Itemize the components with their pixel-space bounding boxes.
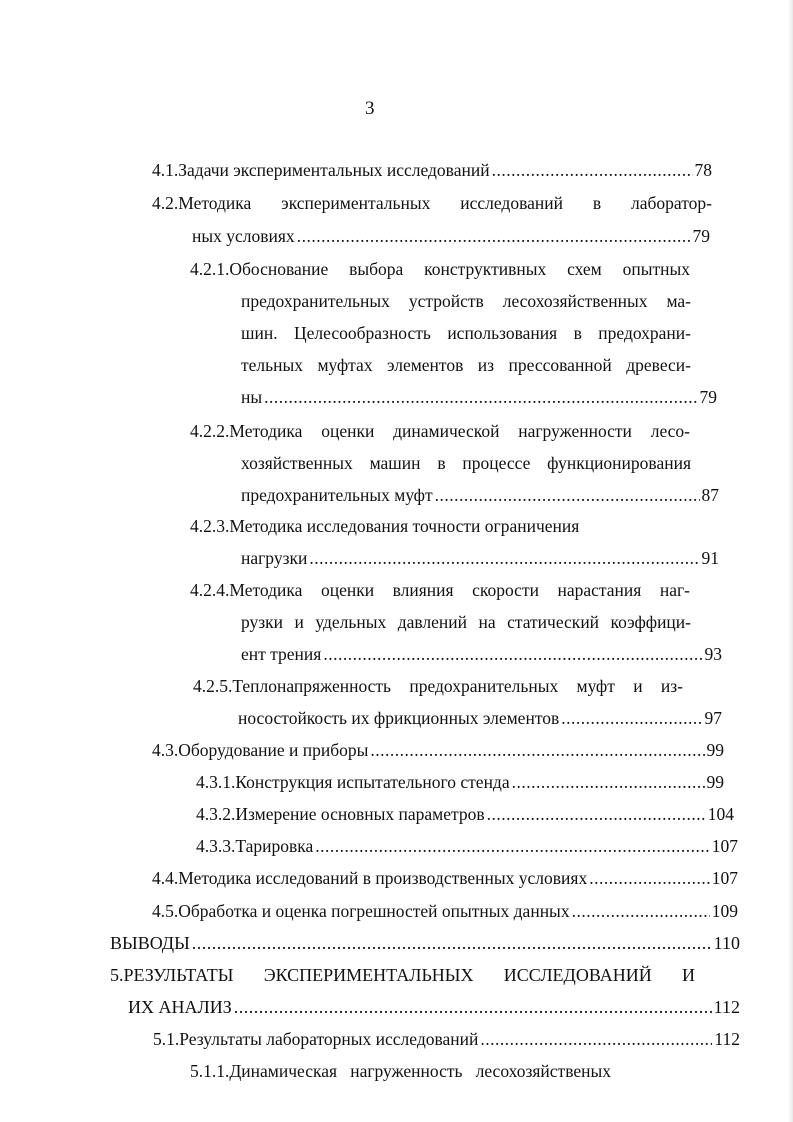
toc-entry-4-2-1-line5	[241, 384, 717, 410]
toc-entry-4-4	[152, 865, 738, 891]
dot-leader	[435, 482, 700, 508]
dot-leader	[234, 994, 712, 1020]
section-number: 4.3.3.	[196, 836, 236, 856]
section-title: Измерение основных параметров	[235, 804, 485, 824]
section-title-cont: тельных муфтах элементов из прессованной древеси-	[241, 355, 691, 375]
page-ref: 110	[713, 933, 740, 953]
dot-leader	[370, 737, 704, 763]
section-title: Обоснование выбора конструктивных схем опытных	[229, 259, 690, 279]
toc-entry-4-2-2-line3	[241, 482, 719, 508]
page-ref: 109	[711, 901, 738, 921]
dot-leader	[512, 769, 705, 795]
toc-entry-4-2-4-line1	[190, 577, 690, 603]
section-title-cont: нагрузки	[241, 548, 308, 568]
section-title: Конструкция испытательного стенда	[235, 772, 510, 792]
dot-leader	[192, 930, 712, 956]
toc-entry-4-2-3-line2	[241, 545, 719, 571]
toc-entry-4-2-line1	[152, 190, 712, 216]
section-title: Методика экспериментальных исследований в лаборатор-	[178, 193, 712, 213]
toc-entry-5-1	[153, 1026, 740, 1052]
dot-leader	[323, 641, 702, 667]
section-title-cont: предохранительных муфт	[241, 485, 433, 505]
dot-leader	[589, 865, 710, 891]
section-title: Тарировка	[235, 836, 314, 856]
toc-entry-4-2-1-line3	[241, 320, 691, 346]
section-title: Задачи экспериментальных исследований	[178, 160, 490, 180]
toc-entry-4-2-5-line2	[238, 705, 722, 731]
page-ref: 107	[711, 836, 738, 856]
page-ref: 93	[704, 644, 722, 664]
section-title: Методика исследования точности ограничения	[229, 516, 580, 536]
dot-leader	[309, 545, 699, 571]
section-number: 4.3.	[152, 740, 179, 760]
section-title: Результаты лабораторных исследований	[179, 1029, 479, 1049]
section-number: 5.1.	[153, 1029, 180, 1049]
section-title: РЕЗУЛЬТАТЫ ЭКСПЕРИМЕНТАЛЬНЫХ ИССЛЕДОВАНИЙ И	[123, 965, 695, 985]
section-title-cont: ИХ АНАЛИЗ	[128, 997, 232, 1017]
section-number: 5.	[110, 965, 124, 985]
toc-entry-4-3-2	[196, 801, 734, 827]
dot-leader	[315, 833, 709, 859]
page-ref: 87	[701, 485, 719, 505]
section-number: 4.2.3.	[190, 516, 230, 536]
dot-leader	[572, 898, 710, 924]
toc-entry-4-5	[152, 898, 738, 924]
toc-entry-4-2-4-line3	[241, 641, 722, 667]
toc-entry-5-line2	[128, 994, 740, 1020]
toc-entry-4-2-3-line1	[190, 513, 690, 539]
page-ref: 107	[711, 868, 738, 888]
toc-entry-4-2-4-line2	[241, 609, 691, 635]
page-ref: 97	[704, 708, 722, 728]
toc-entry-4-3-1	[196, 769, 724, 795]
section-number: 4.2.	[152, 193, 179, 213]
toc-entry-4-1	[152, 157, 712, 183]
page-ref: 112	[714, 1029, 740, 1049]
section-title-cont: хозяйственных машин в процессе функционирования	[241, 453, 691, 473]
page-ref: 78	[694, 160, 712, 180]
toc-entry-conclusions	[110, 930, 740, 956]
section-number: 4.2.5.	[193, 676, 233, 696]
toc-entry-5-1-1	[190, 1058, 690, 1084]
section-number: 4.1.	[152, 160, 179, 180]
section-title: Методика оценки влияния скорости нарастания наг-	[229, 580, 690, 600]
section-number: 4.3.2.	[196, 804, 236, 824]
section-title: Методика исследований в производственных условиях	[178, 868, 588, 888]
page-number: 3	[365, 98, 375, 119]
page-ref: 104	[707, 804, 734, 824]
dot-leader	[264, 384, 697, 410]
dot-leader	[492, 157, 693, 183]
page-ref: 91	[701, 548, 719, 568]
dot-leader	[487, 801, 706, 827]
dot-leader	[297, 223, 691, 249]
dot-leader	[480, 1026, 712, 1052]
section-title-cont: шин. Целесообразность использования в предохрани-	[241, 323, 691, 343]
toc-entry-4-3-3	[196, 833, 738, 859]
toc-entry-4-2-1-line2	[241, 288, 691, 314]
section-number: 5.1.1.	[190, 1061, 230, 1081]
page-edge-shadow	[788, 0, 793, 1122]
section-title-cont: рузки и удельных давлений на статический коэффици-	[241, 612, 691, 632]
toc-entry-4-2-1-line1	[190, 256, 690, 282]
section-title: Динамическая нагруженность лесохозяйственых	[229, 1061, 612, 1081]
toc-entry-4-2-1-line4	[241, 352, 691, 378]
page-ref: 99	[706, 772, 724, 792]
section-title-cont: ент трения	[241, 644, 322, 664]
section-number: 4.2.4.	[190, 580, 230, 600]
section-number: 4.3.1.	[196, 772, 236, 792]
toc-entry-5-line1	[110, 962, 695, 988]
section-title: Оборудование и приборы	[178, 740, 369, 760]
toc-entry-4-3	[152, 737, 724, 763]
section-title: ВЫВОДЫ	[110, 933, 190, 953]
toc-entry-4-2-line2	[192, 223, 710, 249]
page-ref: 79	[692, 226, 710, 246]
section-title-cont: носостойкость их фрикционных элементов	[238, 708, 560, 728]
page-ref: 112	[713, 997, 740, 1017]
section-title: Обработка и оценка погрешностей опытных данных	[178, 901, 570, 921]
dot-leader	[561, 705, 702, 731]
section-title-cont: ных условиях	[192, 226, 295, 246]
page-ref: 99	[706, 740, 724, 760]
section-title: Теплонапряженность предохранительных муфт и из-	[232, 676, 683, 696]
section-number: 4.2.1.	[190, 259, 230, 279]
toc-entry-4-2-2-line2	[241, 450, 691, 476]
section-title: Методика оценки динамической нагруженности лесо-	[229, 421, 690, 441]
section-title-cont: предохранительных устройств лесохозяйственных ма-	[241, 291, 691, 311]
toc-entry-4-2-5-line1	[193, 673, 683, 699]
section-number: 4.4.	[152, 868, 179, 888]
section-number: 4.2.2.	[190, 421, 230, 441]
toc-entry-4-2-2-line1	[190, 418, 690, 444]
page-ref: 79	[699, 387, 717, 407]
section-title-cont: ны	[241, 387, 263, 407]
section-number: 4.5.	[152, 901, 179, 921]
